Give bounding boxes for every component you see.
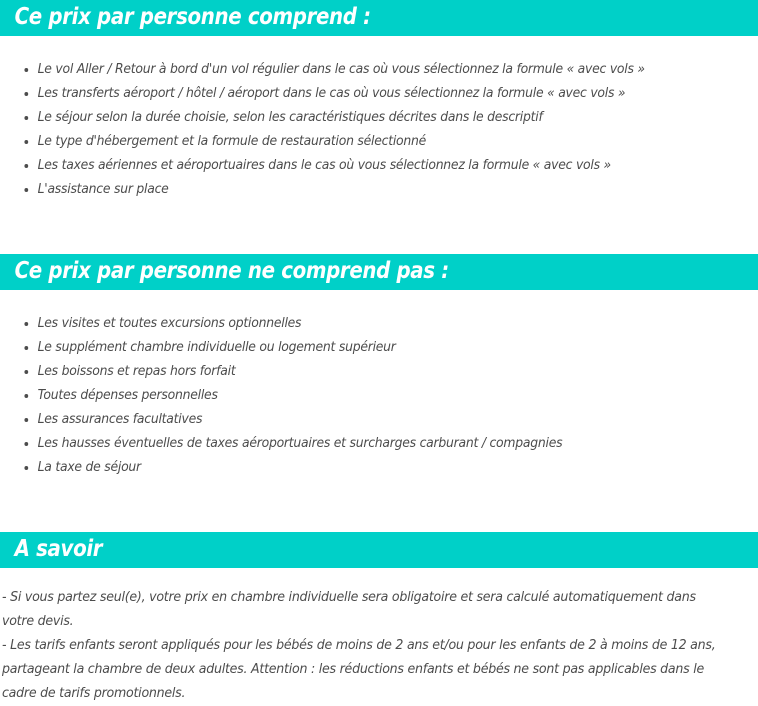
list-item: L'assistance sur place [0,178,713,202]
list-item: Le supplément chambre individuelle ou logement supérieur [0,336,713,360]
list-item: Les taxes aériennes et aéroportuaires dans le cas où vous sélectionnez la formule « avec vols » [0,154,713,178]
paragraph: - Les tarifs enfants seront appliqués pour les bébés de moins de 2 ans et/ou pour les enfants de 2 à moins de 12 ans, partageant la chambre de deux adultes. Attention : les réductions enfants et bébés ne sont pas applicables dans le cadre de tarifs promotionnels. [2,638,716,701]
spacer-after-included-header [0,36,758,58]
spacer-after-not-included-header [0,290,758,312]
list-item: Les visites et toutes excursions optionnelles [0,312,713,336]
section-header-good-to-know-title: A savoir [14,535,103,562]
section-header-good-to-know [0,532,758,568]
list-item: Le séjour selon la durée choisie, selon les caractéristiques décrites dans le descriptif [0,106,713,130]
list-item: Les assurances facultatives [0,408,713,432]
section-header-not-included [0,254,758,290]
included-list [0,58,758,202]
section-header-not-included-title: Ce prix par personne ne comprend pas : [14,257,449,284]
good-to-know-body [0,586,758,706]
paragraph: - Si vous partez seul(e), votre prix en chambre individuelle sera obligatoire et sera calculé automatiquement dans votre devis. [2,590,696,629]
list-item: Les boissons et repas hors forfait [0,360,713,384]
list-item: La taxe de séjour [0,456,713,480]
section-header-included [0,0,758,36]
list-item: Le type d'hébergement et la formule de restauration sélectionné [0,130,713,154]
not-included-list [0,312,758,480]
list-item: Le vol Aller / Retour à bord d'un vol régulier dans le cas où vous sélectionnez la formule « avec vols » [0,58,713,82]
spacer-between-not-included-and-good-to-know [0,480,758,532]
list-item: Toutes dépenses personnelles [0,384,713,408]
spacer-after-good-to-know-header [0,568,758,586]
list-item: Les transferts aéroport / hôtel / aéroport dans le cas où vous sélectionnez la formule « avec vols » [0,82,713,106]
list-item: Les hausses éventuelles de taxes aéroportuaires et surcharges carburant / compagnies [0,432,713,456]
spacer-between-included-and-not-included [0,202,758,254]
section-header-included-title: Ce prix par personne comprend : [14,3,371,30]
